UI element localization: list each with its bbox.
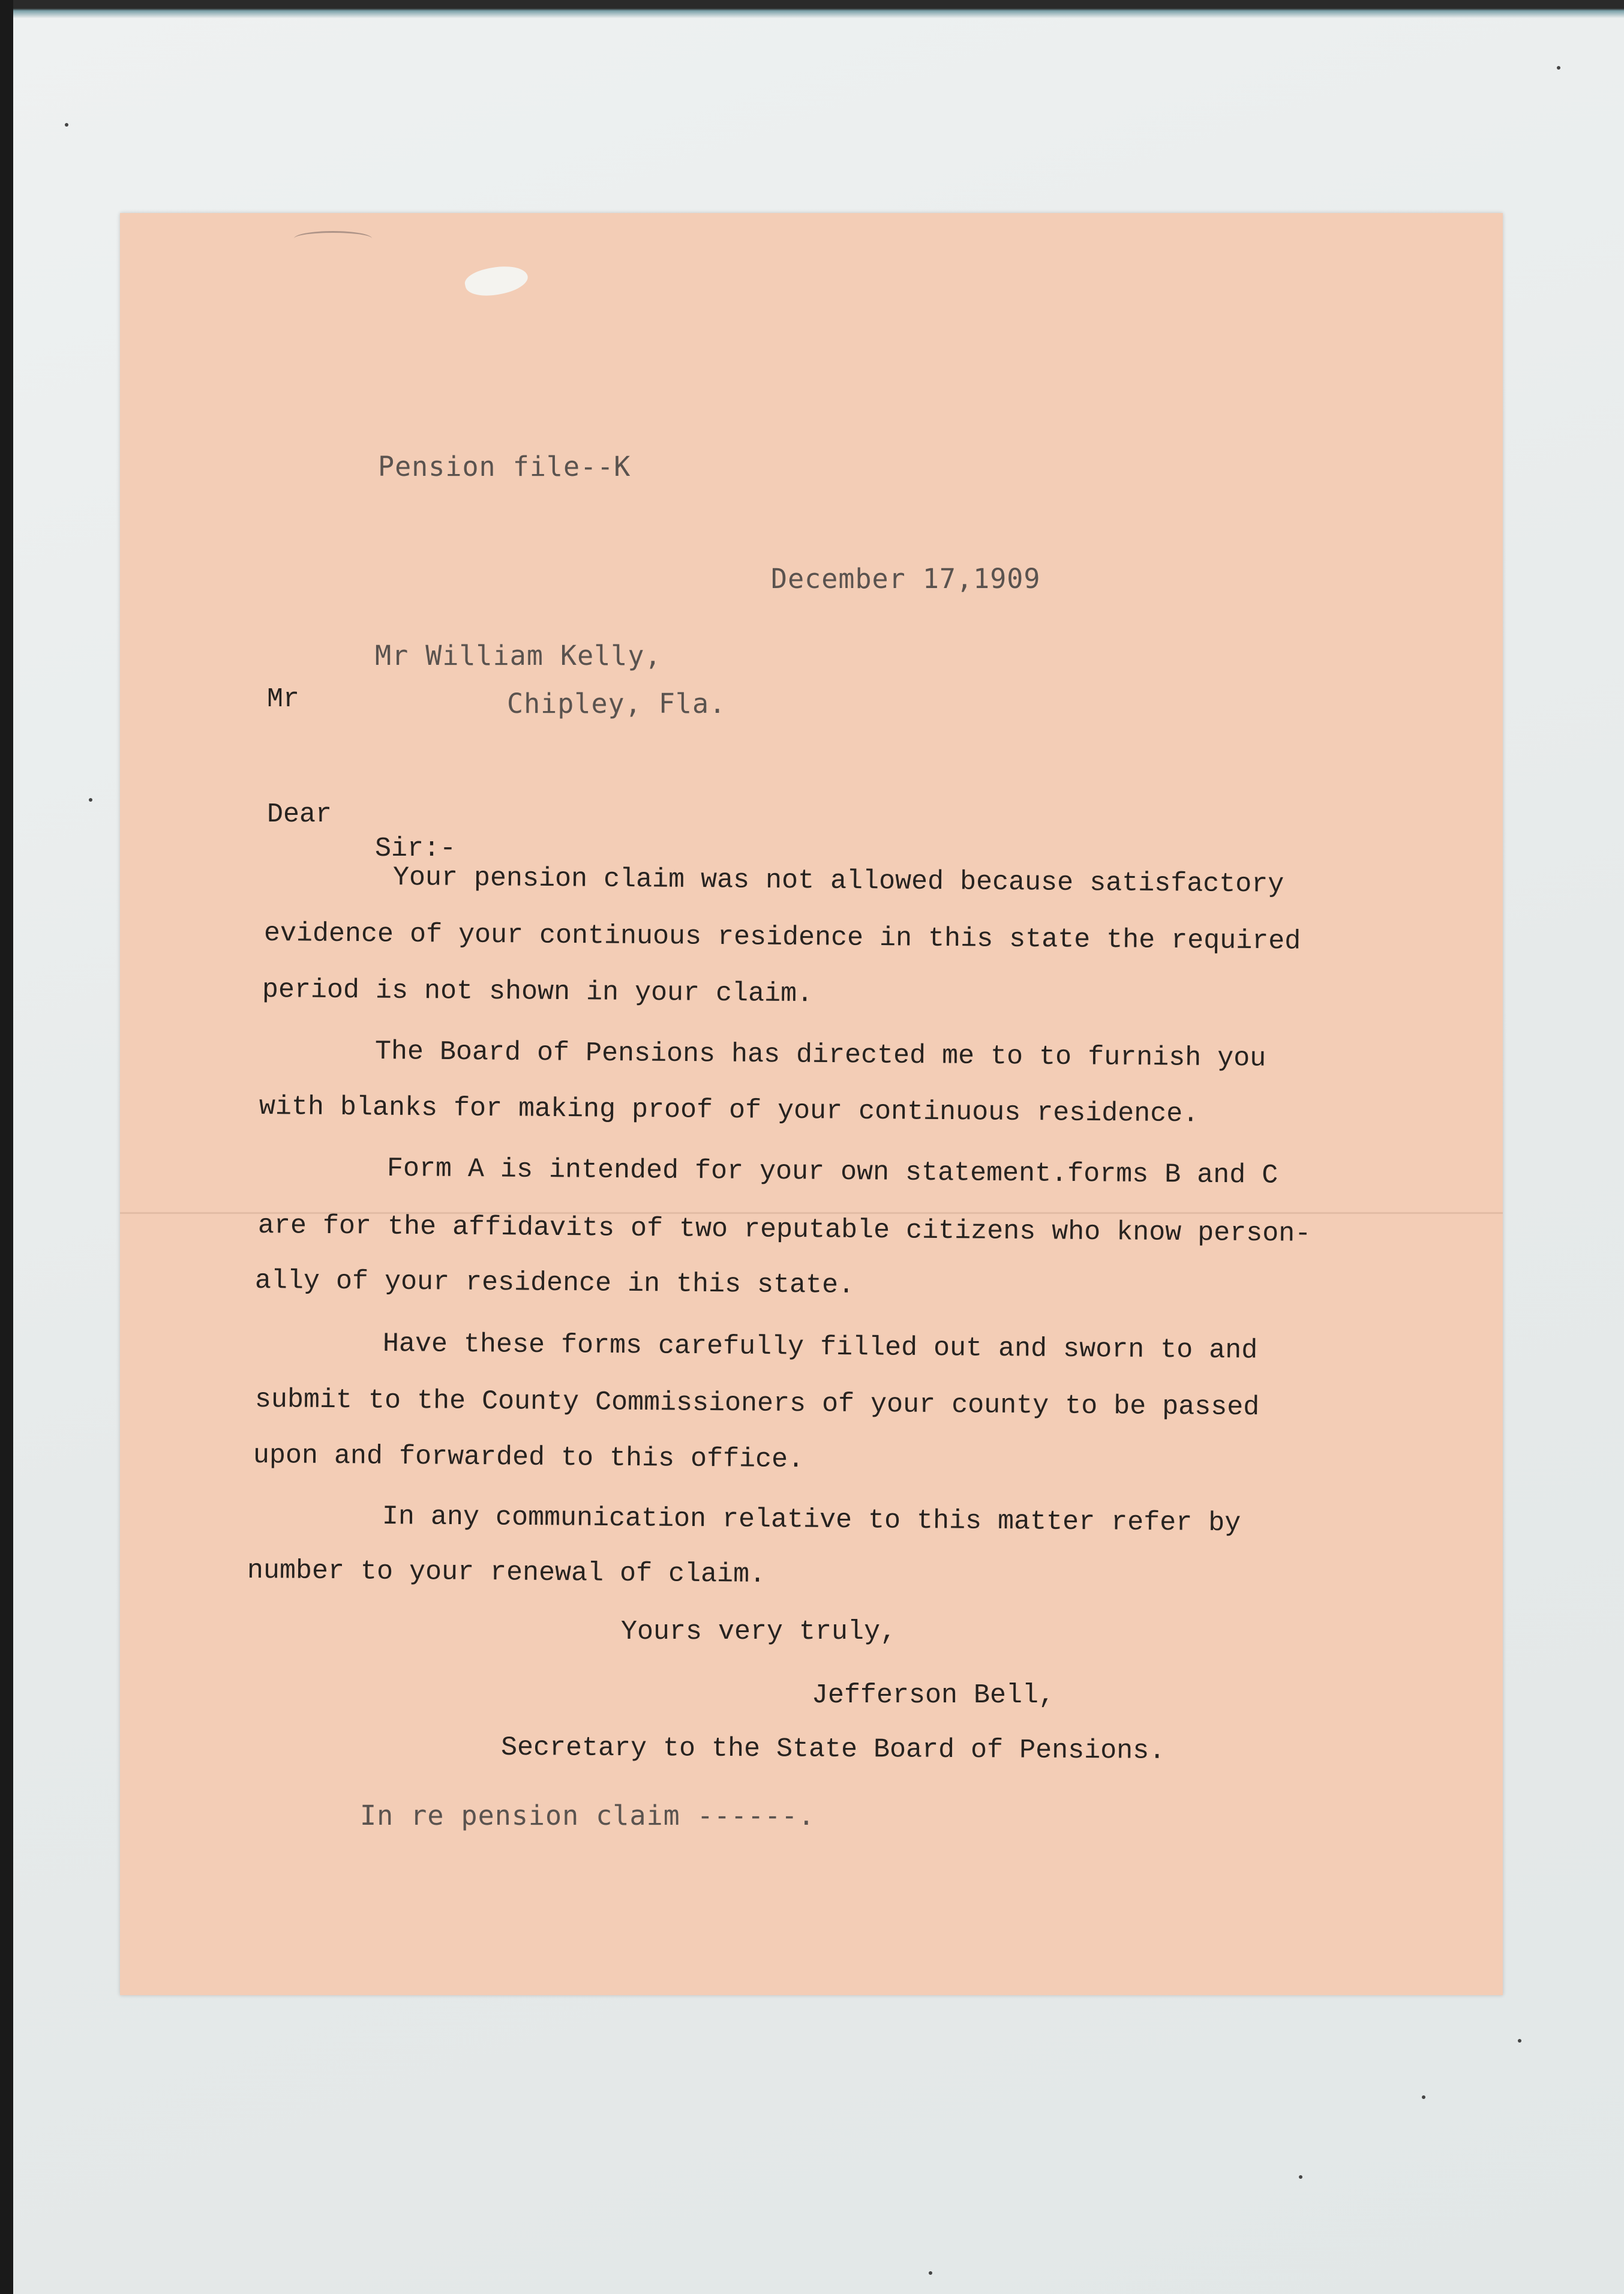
file-reference: Pension file--K	[378, 451, 631, 482]
salutation-sir: Sir:-	[375, 833, 457, 864]
closing: Yours very truly,	[621, 1617, 897, 1647]
dust-speck	[1299, 2175, 1302, 2179]
recipient-name: Mr William Kelly,	[375, 640, 662, 671]
paper-tear	[463, 261, 530, 301]
signature-name: Jefferson Bell,	[812, 1680, 1055, 1711]
signature-title: Secretary to the State Board of Pensions.	[500, 1732, 1166, 1767]
recipient-city: Chipley, Fla.	[507, 688, 727, 719]
body-line: Form A is intended for your own statement.forms B and C	[386, 1153, 1278, 1191]
body-line: are for the affidavits of two reputable citizens who know person-	[257, 1210, 1311, 1249]
body-line: evidence of your continuous residence in this state the required	[263, 918, 1301, 957]
scan-edge-top	[0, 0, 1624, 18]
dust-speck	[929, 2271, 932, 2275]
body-line: with blanks for making proof of your continuous residence.	[259, 1091, 1199, 1130]
scan-edge-left	[0, 0, 13, 2294]
ink-smudge	[294, 231, 372, 246]
dust-speck	[1518, 2039, 1521, 2043]
salutation-dear: Dear	[267, 799, 332, 830]
dust-speck	[65, 123, 68, 127]
body-line: In any communication relative to this matter refer by	[382, 1501, 1241, 1539]
body-line: number to your renewal of claim.	[247, 1555, 766, 1590]
body-line: upon and forwarded to this office.	[253, 1440, 805, 1476]
letter-page	[120, 213, 1503, 1995]
body-line: submit to the County Commissioners of your county to be passed	[254, 1384, 1260, 1423]
body-line: period is not shown in your claim.	[262, 974, 813, 1010]
body-line: The Board of Pensions has directed me to to furnish you	[374, 1036, 1266, 1074]
dust-speck	[89, 798, 92, 802]
body-line: Your pension claim was not allowed because satisfactory	[392, 862, 1284, 900]
recipient-prefix: Mr	[267, 684, 300, 715]
dust-speck	[1422, 2095, 1425, 2099]
claim-reference: In re pension claim ------.	[360, 1800, 815, 1831]
body-line: ally of your residence in this state.	[254, 1266, 855, 1301]
letter-date: December 17,1909	[771, 563, 1041, 595]
body-line: Have these forms carefully filled out and sworn to and	[382, 1329, 1258, 1366]
dust-speck	[1557, 66, 1560, 70]
